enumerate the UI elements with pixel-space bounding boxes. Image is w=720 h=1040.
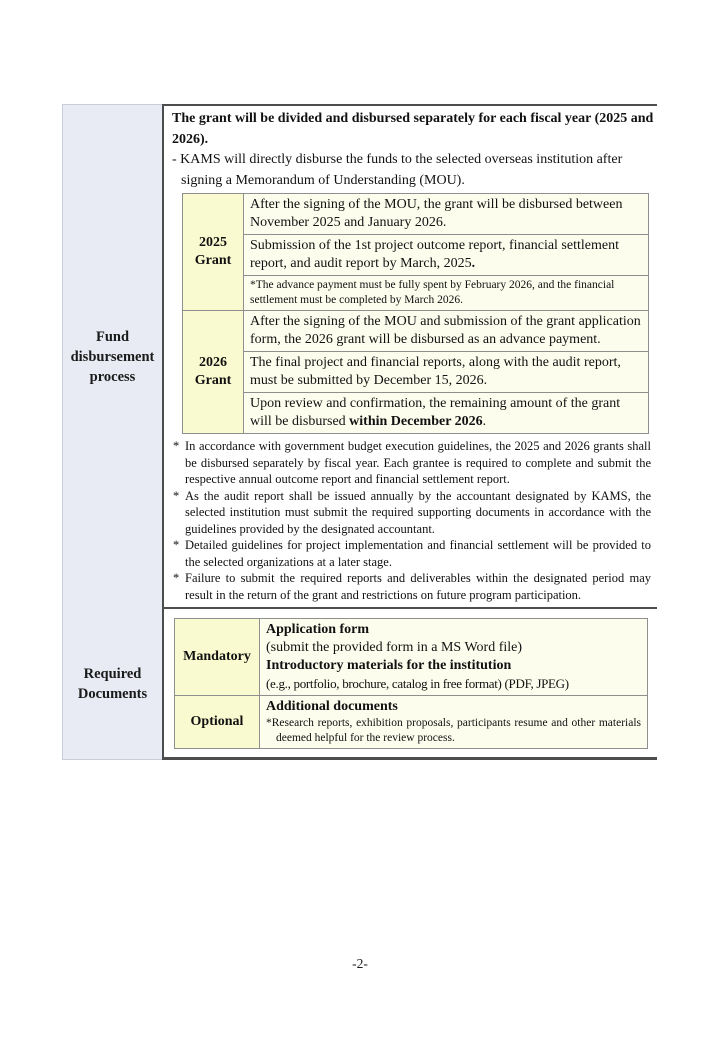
doc-category-label: Optional (175, 696, 260, 749)
grant-schedule-row (183, 276, 649, 311)
footnote (172, 537, 651, 570)
header-line: disbursement (70, 349, 155, 365)
footnote (172, 438, 651, 488)
asterisk-marker: * (173, 439, 180, 453)
header-line: Documents (77, 686, 148, 702)
doc-line: (submit the provided form in a MS Word file) (266, 640, 523, 655)
grant-schedule-row (183, 235, 649, 276)
doc-category-label: Mandatory (175, 619, 260, 696)
text-segment: After the signing of the MOU, the grant will be disbursed between November 2025 and January 2026. (250, 197, 623, 230)
grant-schedule-cell (244, 352, 649, 393)
grant-year-label-line: Grant (194, 373, 232, 388)
header-line: Fund (95, 329, 130, 345)
header-line: Required (83, 666, 142, 682)
doc-list-cell (260, 619, 648, 696)
required-documents-header (62, 609, 162, 760)
text-segment: . (471, 256, 476, 271)
text-segment: . (482, 414, 487, 429)
text-segment: Submission of the 1st project outcome report, financial settlement report, and audit report by March, 2025 (250, 238, 619, 271)
grant-schedule-table (182, 193, 649, 434)
text-segment: Upon review and confirmation, the remaining amount of the grant will be disbursed (250, 396, 621, 429)
grant-schedule-row (183, 194, 649, 235)
doc-line: Additional documents (266, 699, 398, 714)
documents-row (175, 619, 648, 696)
grant-year-label (183, 311, 244, 434)
grant-schedule-cell (244, 235, 649, 276)
fund-section-body (162, 104, 657, 609)
grant-year-label (183, 194, 244, 311)
text-segment: After the signing of the MOU and submission of the grant application form, the 2026 grant will be disbursed as an advance payment. (250, 314, 641, 347)
text-segment: *The advance payment must be fully spent by February 2026, and the financial settlement must be completed by March 2026. (250, 279, 615, 306)
footnote (172, 570, 651, 603)
footnote-text: Detailed guidelines for project implementation and financial settlement will be provided to the selected organizations at a later stage. (185, 538, 651, 569)
grant-schedule-row (183, 352, 649, 393)
doc-line: Introductory materials for the institution (266, 658, 512, 673)
asterisk-marker: * (173, 488, 180, 503)
grant-schedule-row (183, 393, 649, 434)
footnote (172, 488, 651, 538)
footnote-text: As the audit report shall be issued annually by the accountant designated by KAMS, the selected institution must submit the required supporting documents in accordance with the guidelines provided by the designated accountant. (185, 488, 651, 536)
doc-line: (e.g., portfolio, brochure, catalog in free format) (PDF, JPEG) (266, 676, 569, 691)
footnotes (172, 438, 651, 603)
required-documents-body (162, 609, 657, 760)
grant-schedule-cell (244, 194, 649, 235)
grant-schedule-row (183, 311, 649, 352)
footnote-text: In accordance with government budget execution guidelines, the 2025 and 2026 grants shall be disbursed separately by fiscal year. Each grantee is required to complete and submit the respective annual outcome report and financial settlement report. (185, 439, 651, 486)
asterisk-marker: * (173, 571, 180, 585)
fund-intro-item: - KAMS will directly disburse the funds to the selected overseas institution after signing a Memorandum of Understanding (MOU). (172, 152, 623, 188)
documents-table (174, 618, 648, 749)
grant-year-label-line: Grant (194, 253, 232, 268)
doc-list-cell (260, 696, 648, 749)
document-table (62, 104, 657, 760)
asterisk-marker: * (173, 538, 180, 552)
fund-intro-title: The grant will be divided and disbursed separately for each fiscal year (2025 and 2026). (172, 111, 654, 147)
grant-schedule-cell (244, 276, 649, 311)
doc-line: Application form (266, 622, 370, 637)
grant-year-label-line: 2026 (199, 355, 227, 370)
grant-schedule-cell (244, 311, 649, 352)
page-number: -2- (352, 956, 368, 971)
header-line: process (89, 369, 136, 385)
documents-row (175, 696, 648, 749)
footnote-text: Failure to submit the required reports and deliverables within the designated period may result in the return of the grant and restrictions on future program participation. (185, 571, 651, 602)
grant-schedule-cell (244, 393, 649, 434)
grant-year-label-line: 2025 (199, 235, 227, 250)
text-segment: The final project and financial reports, along with the audit report, must be submitted by December 15, 2026. (250, 355, 621, 388)
fund-section-header (62, 104, 162, 609)
text-segment: within December 2026 (349, 414, 483, 429)
doc-line: *Research reports, exhibition proposals, participants resume and other materials deemed helpful for the review process. (266, 717, 641, 744)
